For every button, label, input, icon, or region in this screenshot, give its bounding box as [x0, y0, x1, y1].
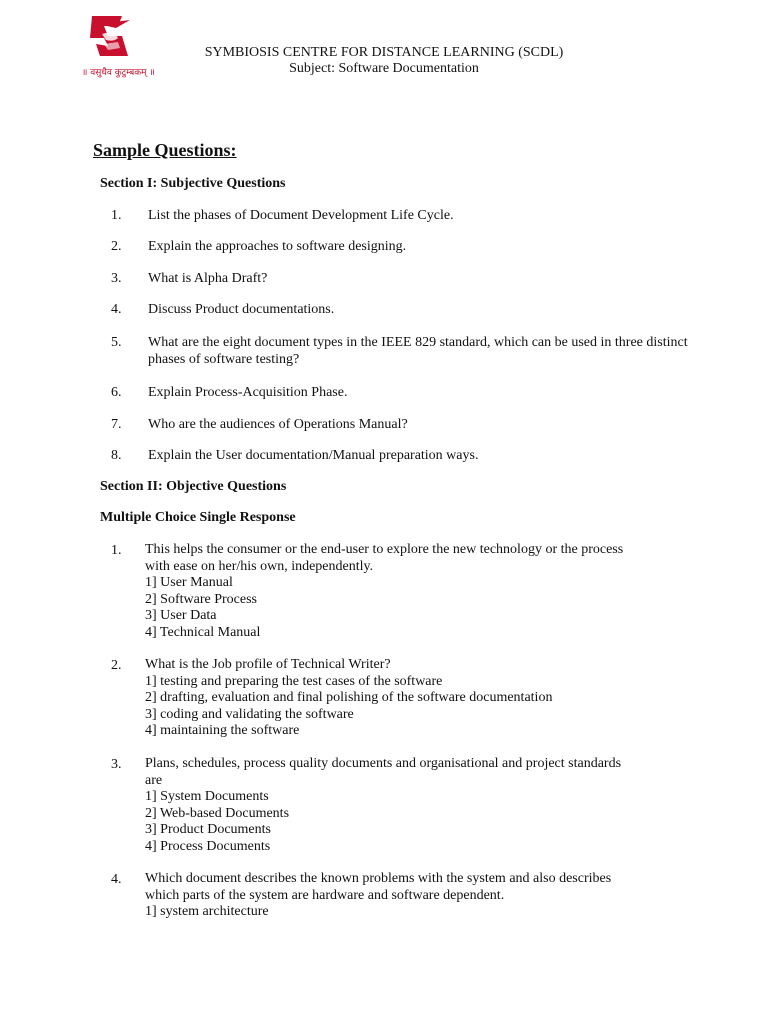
mcq-4-number: 4.	[111, 872, 122, 887]
section-1-heading: Section I: Subjective Questions	[100, 176, 286, 191]
subjective-q2-number: 2.	[111, 239, 122, 254]
subject-line: Subject: Software Documentation	[289, 61, 479, 76]
mcq-3-option: 3] Product Documents	[145, 822, 271, 838]
subjective-q4-number: 4.	[111, 302, 122, 317]
subjective-q1-text: List the phases of Document Development Life Cycle.	[148, 208, 454, 223]
subjective-q3-number: 3.	[111, 271, 122, 286]
mcq-1-option: 3] User Data	[145, 608, 217, 624]
mcq-1-option: 4] Technical Manual	[145, 624, 261, 640]
mcq-1-line: with ease on her/his own, independently.	[145, 558, 374, 574]
mcq-3-option: 2] Web-based Documents	[145, 805, 290, 821]
mcq-2-option: 2] drafting, evaluation and final polishing of the software documentation	[145, 690, 553, 706]
mcq-4-option: 1] system architecture	[145, 904, 269, 920]
subjective-q3-text: What is Alpha Draft?	[148, 271, 268, 286]
mcq-3-number: 3.	[111, 757, 122, 772]
mcq-2-option: 3] coding and validating the software	[145, 706, 354, 722]
mcq-1-option: 1] User Manual	[145, 575, 233, 591]
institution-title: SYMBIOSIS CENTRE FOR DISTANCE LEARNING (SCDL)	[204, 45, 564, 60]
mcq-3-option: 1] System Documents	[145, 789, 269, 805]
mcq-4-line: which parts of the system are hardware and software dependent.	[145, 887, 505, 903]
subjective-q2-text: Explain the approaches to software designing.	[148, 239, 407, 254]
mcq-2-option: 4] maintaining the software	[145, 723, 300, 739]
subjective-q6-number: 6.	[111, 385, 122, 400]
subjective-q8-text: Explain the User documentation/Manual preparation ways.	[148, 448, 479, 463]
mcq-3-option: 4] Process Documents	[145, 838, 271, 854]
mcq-subheading: Multiple Choice Single Response	[100, 510, 296, 525]
subjective-q5-number: 5.	[111, 335, 122, 350]
subjective-q1-number: 1.	[111, 208, 122, 223]
mcq-1-option: 2] Software Process	[145, 591, 257, 607]
sample-questions-heading: Sample Questions:	[93, 140, 237, 160]
mcq-1	[145, 542, 705, 642]
logo-motto: ॥ वसुधैव कुटुम्बकम् ॥	[82, 68, 155, 78]
mcq-1-line: This helps the consumer or the end-user to explore the new technology or the process	[145, 542, 624, 557]
subjective-q4-text: Discuss Product documentations.	[148, 302, 335, 317]
mcq-2	[145, 657, 705, 740]
subjective-q7-text: Who are the audiences of Operations Manual?	[148, 417, 408, 432]
mcq-3-line: Plans, schedules, process quality documents and organisational and project standards	[145, 756, 622, 771]
section-2-heading: Section II: Objective Questions	[100, 479, 287, 494]
mcq-3-line: are	[145, 772, 163, 788]
mcq-3	[145, 756, 705, 856]
subjective-q5-text: What are the eight document types in the IEEE 829 standard, which can be used in three distinct phases of software testing?	[148, 335, 688, 367]
mcq-4-line: Which document describes the known problems with the system and also describes	[145, 871, 612, 886]
mcq-2-option: 1] testing and preparing the test cases of the software	[145, 673, 443, 689]
subjective-q8-number: 8.	[111, 448, 122, 463]
subjective-q7-number: 7.	[111, 417, 122, 432]
subjective-q6-text: Explain Process-Acquisition Phase.	[148, 385, 348, 400]
mcq-2-line: What is the Job profile of Technical Writer?	[145, 657, 391, 672]
mcq-1-number: 1.	[111, 543, 122, 558]
mcq-4	[145, 871, 705, 921]
mcq-2-number: 2.	[111, 658, 122, 673]
